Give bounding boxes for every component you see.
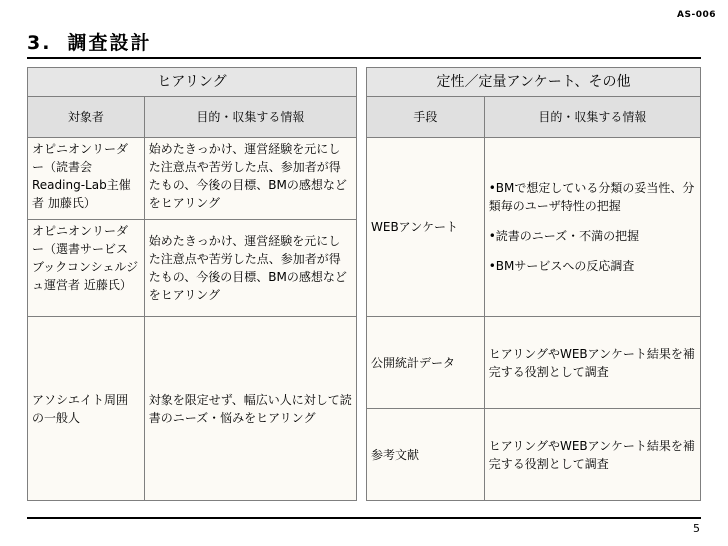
survey-header: 定性／定量アンケート、その他 — [367, 68, 701, 97]
target-cell: オピニオンリーダー（選書サービスブックコンシェルジュ運営者 近藤氏） — [28, 220, 145, 317]
table-row — [28, 220, 357, 317]
page-number: 5 — [693, 522, 700, 535]
hearing-table — [27, 67, 357, 501]
purpose-bullet: •BMサービスへの反応調査 — [488, 259, 635, 273]
method-cell: WEBアンケート — [367, 138, 485, 317]
target-cell: アソシエイト周囲の一般人 — [28, 317, 145, 501]
purpose-cell: 始めたきっかけ、運営経験を元にした注意点や苦労した点、参加者が得たもの、今後の目標、BMの感想などをヒアリング — [144, 138, 356, 220]
purpose-cell — [484, 138, 700, 317]
target-cell: オピニオンリーダー（読書会Reading-Lab主催者 加藤氏） — [28, 138, 145, 220]
page-title-number: 3. — [27, 32, 52, 54]
purpose-bullet: •BMで想定している分類の妥当性、分類毎のユーザ特性の把握 — [488, 181, 695, 213]
col-purpose-header: 目的・収集する情報 — [484, 97, 700, 138]
table-row — [367, 138, 701, 317]
table-row — [367, 409, 701, 501]
table-row — [28, 138, 357, 220]
survey-table — [366, 67, 701, 501]
page-title-text: 調査設計 — [67, 32, 152, 54]
table-row — [367, 317, 701, 409]
method-cell: 公開統計データ — [367, 317, 485, 409]
top-rule — [27, 57, 701, 59]
hearing-header: ヒアリング — [28, 68, 357, 97]
purpose-cell: 始めたきっかけ、運営経験を元にした注意点や苦労した点、参加者が得たもの、今後の目標、BMの感想などをヒアリング — [144, 220, 356, 317]
method-cell: 参考文献 — [367, 409, 485, 501]
col-target-header: 対象者 — [28, 97, 145, 138]
bottom-rule — [27, 517, 701, 519]
col-purpose-header: 目的・収集する情報 — [144, 97, 356, 138]
purpose-cell: ヒアリングやWEBアンケート結果を補完する役割として調査 — [484, 317, 700, 409]
document-id: AS-006 — [677, 10, 716, 20]
col-method-header: 手段 — [367, 97, 485, 138]
table-row — [28, 317, 357, 501]
page-title — [27, 28, 151, 55]
purpose-bullet: •読書のニーズ・不満の把握 — [488, 229, 640, 243]
purpose-cell: 対象を限定せず、幅広い人に対して読書のニーズ・悩みをヒアリング — [144, 317, 356, 501]
purpose-cell: ヒアリングやWEBアンケート結果を補完する役割として調査 — [484, 409, 700, 501]
